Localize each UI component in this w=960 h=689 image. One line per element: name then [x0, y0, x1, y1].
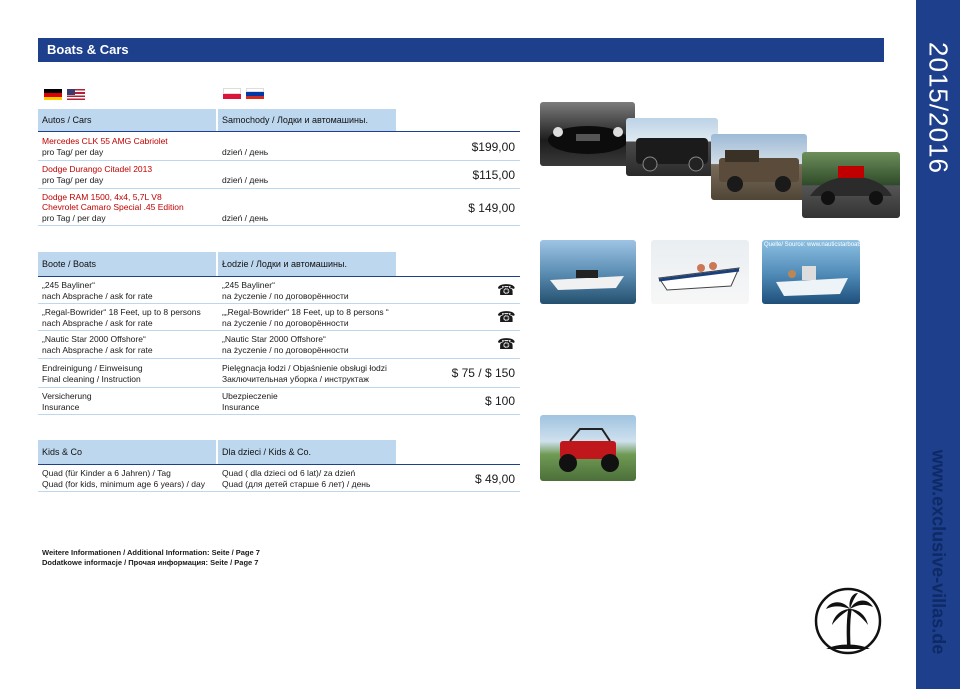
car-name: Mercedes CLK 55 AMG Cabriolet: [42, 136, 168, 146]
palm-tree-logo-icon: [812, 585, 884, 657]
divider: [38, 131, 520, 132]
car-rate-unit: pro Tag / per day: [42, 213, 106, 223]
germany-flag-icon[interactable]: [44, 89, 62, 100]
mercedes-photo: [540, 102, 635, 166]
service-label: Endreinigung / Einweisung: [42, 363, 143, 373]
boat-name-pl-ru: „„Regal-Bowrider“ 18 Feet, up to 8 persons “: [222, 307, 389, 317]
phone-icon[interactable]: ☎: [497, 282, 516, 299]
website-label[interactable]: www.exclusive-villas.de: [928, 449, 949, 655]
boat-rate-pl-ru: na życzenie / по договорённости: [222, 345, 349, 355]
boat-name-pl-ru: „245 Bayliner“: [222, 280, 275, 290]
boats-header-left: Boote / Boats: [38, 252, 216, 276]
boats-header-right: Łodzie / Лодки и автомашины.: [218, 252, 396, 276]
boat-name-pl-ru: „Nautic Star 2000 Offshore“: [222, 334, 326, 344]
cars-header-left: Autos / Cars: [38, 109, 216, 131]
boat-rate: nach Absprache / ask for rate: [42, 291, 153, 301]
car-name: Dodge Durango Citadel 2013: [42, 164, 153, 174]
dodge-ram-photo: [711, 134, 807, 200]
car-rate-unit: pro Tag/ per day: [42, 175, 104, 185]
quad-label-pl-ru: Quad ( dla dzieci od 6 lat)/ za dzień: [222, 468, 356, 478]
quad-price: $ 49,00: [474, 472, 515, 486]
cars-header-right: Samochody / Лодки и автомашины.: [218, 109, 396, 131]
page-title: Boats & Cars: [38, 38, 884, 62]
insurance-label-pl-ru: Insurance: [222, 402, 260, 412]
footer-info: Weitere Informationen / Additional Information: Seite / Page 7: [42, 548, 260, 557]
russia-flag-icon[interactable]: [246, 88, 264, 99]
divider: [38, 330, 520, 331]
insurance-label-pl-ru: Ubezpieczenie: [222, 391, 278, 401]
service-label-pl-ru: Заключительная уборка / инструктаж: [222, 374, 369, 384]
cleaning-price: $ 75 / $ 150: [451, 366, 515, 380]
boat-name: „Nautic Star 2000 Offshore“: [42, 334, 146, 344]
divider: [38, 303, 520, 304]
boat-rate-pl-ru: na życzenie / по договорённости: [222, 291, 349, 301]
car-price: $199,00: [471, 140, 515, 154]
chevrolet-camaro-photo: [802, 152, 900, 218]
car-name: Chevrolet Camaro Special .45 Edition: [42, 202, 184, 212]
car-price: $ 149,00: [468, 201, 515, 215]
divider: [38, 491, 520, 492]
car-rate-unit-pl-ru: dzień / день: [222, 175, 269, 185]
boat-rate-pl-ru: na życzenie / по договорённости: [222, 318, 349, 328]
quad-label: Quad (für Kinder a 6 Jahren) / Tag: [42, 468, 171, 478]
footer-info: Dodatkowe informacje / Прочая информация: Seite / Page 7: [42, 558, 259, 567]
boat-name: „245 Bayliner“: [42, 280, 95, 290]
car-rate-unit-pl-ru: dzień / день: [222, 147, 269, 157]
poland-flag-icon[interactable]: [223, 88, 241, 99]
insurance-label: Versicherung: [42, 391, 92, 401]
nautic-star-photo: [762, 240, 876, 304]
usa-flag-icon[interactable]: [67, 89, 85, 100]
insurance-label: Insurance: [42, 402, 80, 412]
service-label: Final cleaning / Instruction: [42, 374, 141, 384]
kids-header-right: Dla dzieci / Kids & Co.: [218, 440, 396, 464]
divider: [38, 188, 520, 189]
car-name: Dodge RAM 1500, 4x4, 5,7L V8: [42, 192, 162, 202]
divider: [38, 225, 520, 226]
quad-label: Quad (for kids, minimum age 6 years) / day: [42, 479, 205, 489]
divider: [38, 387, 520, 388]
phone-icon[interactable]: ☎: [497, 336, 516, 353]
car-rate-unit: pro Tag/ per day: [42, 147, 104, 157]
car-rate-unit-pl-ru: dzień / день: [222, 213, 269, 223]
divider: [38, 160, 520, 161]
kids-header-left: Kids & Co: [38, 440, 216, 464]
insurance-price: $ 100: [484, 394, 515, 408]
divider: [38, 358, 520, 359]
boat-name: „Regal-Bowrider“ 18 Feet, up to 8 persons: [42, 307, 201, 317]
phone-icon[interactable]: ☎: [497, 309, 516, 326]
divider: [38, 464, 520, 465]
year-label: 2015/2016: [923, 42, 954, 174]
divider: [38, 414, 520, 415]
dodge-durango-photo: [626, 118, 718, 176]
divider: [38, 276, 520, 277]
quad-label-pl-ru: Quad (для детей старше 6 лет) / день: [222, 479, 371, 489]
quad-photo: [540, 415, 636, 481]
regal-bowrider-photo: [651, 240, 749, 304]
car-price: $115,00: [472, 168, 515, 182]
boat-rate: nach Absprache / ask for rate: [42, 345, 153, 355]
boat-rate: nach Absprache / ask for rate: [42, 318, 153, 328]
bayliner-boat-photo: [540, 240, 636, 304]
service-label-pl-ru: Pielęgnacja łodzi / Objaśnienie obsługi łodzi: [222, 363, 387, 373]
photo-source-caption: Quelle/ Source: www.nauticstarboats.com: [764, 242, 876, 248]
